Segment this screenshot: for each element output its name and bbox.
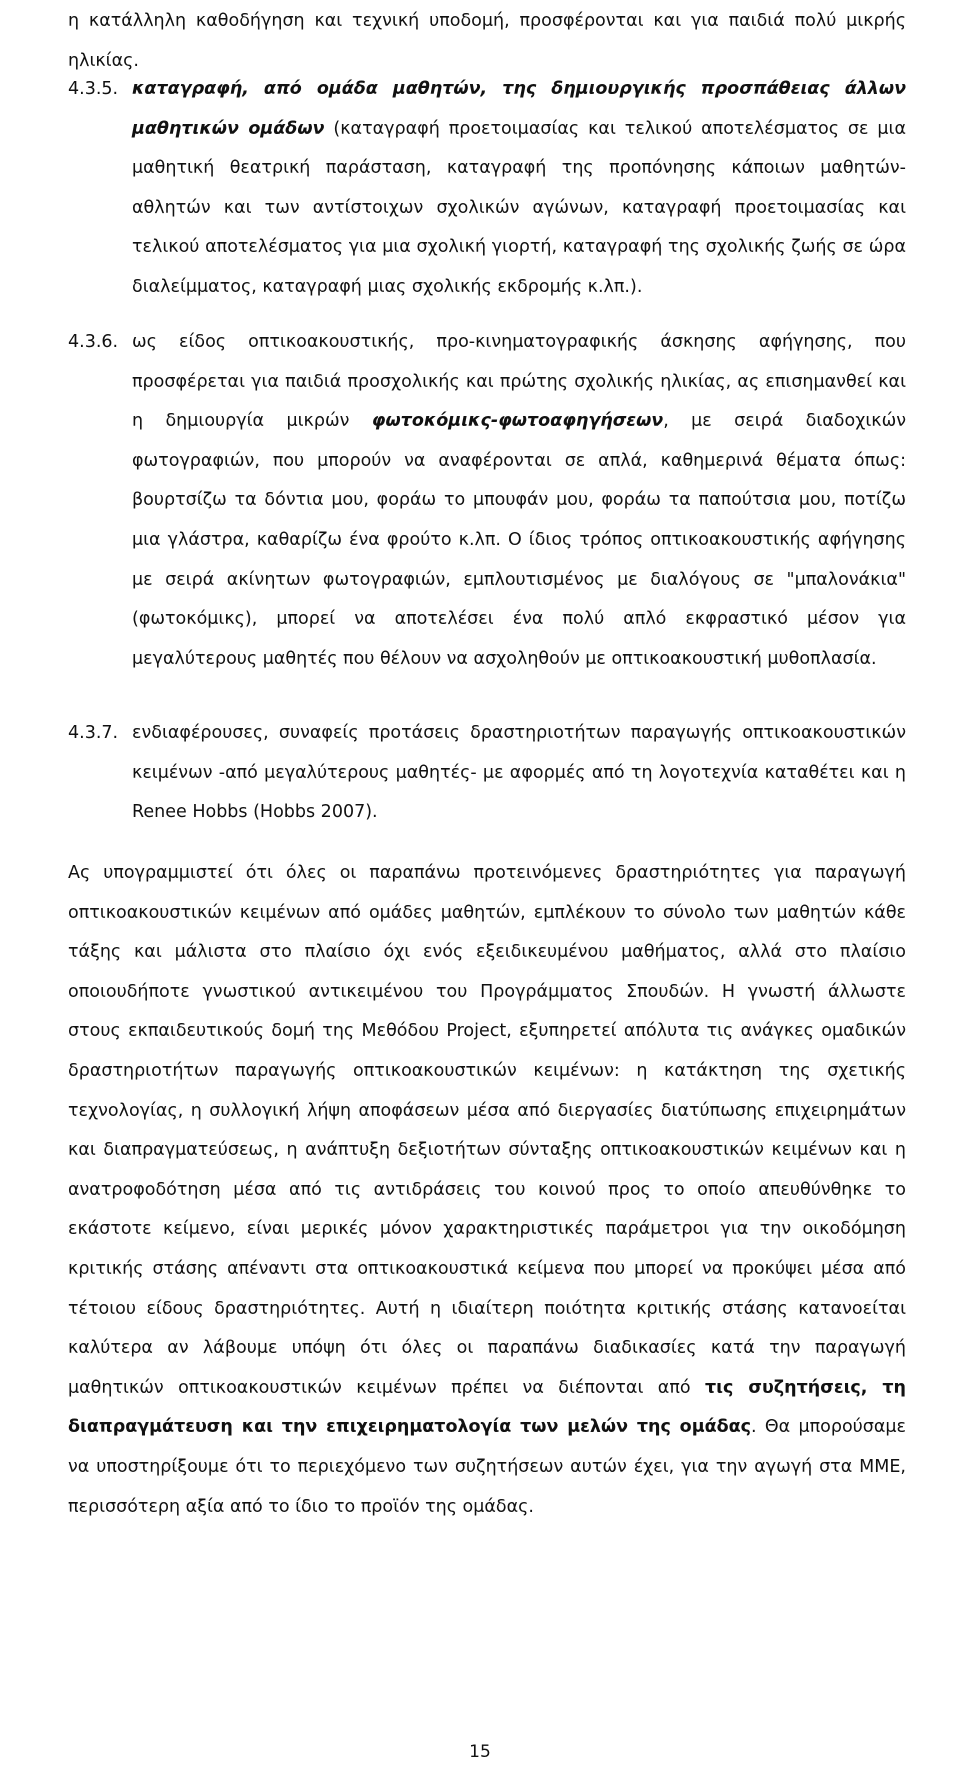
item-number: 4.3.5.: [68, 79, 119, 99]
item-text: ενδιαφέρουσες, συναφείς προτάσεις δραστηριοτήτων παραγωγής οπτικοακουστικών κειμένων -από μεγαλύτερους μαθητές- με αφορμές από τη λογοτεχνία καταθέτει και η Renee Hobbs (Hobbs 2007).: [132, 723, 906, 823]
item-number: 4.3.6.: [68, 332, 119, 352]
list-item-4-3-6: [68, 323, 906, 679]
item-text: [132, 70, 906, 308]
main-paragraph: [68, 854, 906, 1527]
item-body-start: ως είδος οπτικοακουστικής, προ-κινηματογραφικής άσκησης αφήγησης, που προσφέρεται για παιδιά προσχολικής και πρώτης σχολικής ηλικίας, ας επισημανθεί και η δημιουργία μικρών: [132, 332, 906, 432]
continuation-text: η κατάλληλη καθοδήγηση και τεχνική υποδομή, προσφέρονται και για παιδιά πολύ μικρής ηλικίας.: [68, 11, 906, 71]
item-emphasis: φωτοκόμικς-φωτοαφηγήσεων: [371, 411, 664, 432]
item-text: [132, 323, 906, 679]
list-item-4-3-5: [68, 70, 906, 308]
item-number: 4.3.7.: [68, 723, 119, 743]
item-body-end: , με σειρά διαδοχικών φωτογραφιών, που μπορούν να αναφέρονται σε απλά, καθημερινά θέματα όπως: βουρτσίζω τα δόντια μου, φοράω το μπουφάν μου, φοράω τα παπούτσια μου, ποτίζω μια γλάστρα, καθαρίζω ένα φρούτο κ.λπ. Ο ίδιος τρόπος οπτικοακουστικής αφήγησης με σειρά ακίνητων φωτογραφιών, εμπλουτισμένος με διαλόγους σε "μπαλονάκια" (φωτοκόμικς), μπορεί να αποτελέσει ένα πολύ απλό εκφραστικό μέσον για μεγαλύτερους μαθητές που θέλουν να ασχοληθούν με οπτικοακουστική μυθοπλασία.: [132, 411, 906, 669]
paragraph-body-start: Ας υπογραμμιστεί ότι όλες οι παραπάνω προτεινόμενες δραστηριότητες για παραγωγή οπτικοακουστικών κειμένων από ομάδες μαθητών, εμπλέκουν το σύνολο των μαθητών κάθε τάξης και μάλιστα στο πλαίσιο όχι ενός εξειδικευμένου μαθήματος, αλλά στο πλαίσιο οποιουδήποτε γνωστικού αντικειμένου του Προγράμματος Σπουδών. Η γνωστή άλλωστε στους εκπαιδευτικούς δομή της Μεθόδου Project, εξυπηρετεί απόλυτα τις ανάγκες ομαδικών δραστηριοτήτων παραγωγής οπτικοακουστικών κειμένων: η κατάκτηση της σχετικής τεχνολογίας, η συλλογική λήψη αποφάσεων μέσα από διεργασίες διατύπωσης επιχειρημάτων και διαπραγματεύσεως, η ανάπτυξη δεξιοτήτων σύνταξης οπτικοακουστικών κειμένων και η ανατροφοδότηση μέσα από τις αντιδράσεις του κοινού προς το οποίο απευθύνθηκε το εκάστοτε κείμενο, είναι μερικές μόνον χαρακτηριστικές παράμετροι για την οικοδόμηση κριτικής στάσης απέναντι στα οπτικοακουστικά κείμενα που μπορεί να προκύψει μέσα από τέτοιου είδους δραστηριότητες. Αυτή η ιδιαίτερη ποιότητα κριτικής στάσης κατανοείται καλύτερα αν λάβουμε υπόψη ότι όλες οι παραπάνω διαδικασίες κατά την παραγωγή μαθητικών οπτικοακουστικών κειμένων πρέπει να διέπονται από: [68, 863, 906, 1398]
item-body: (καταγραφή προετοιμασίας και τελικού αποτελέσματος σε μια μαθητική θεατρική παράσταση, καταγραφή της προπόνησης κάποιων μαθητών-αθλητών και των αντίστοιχων σχολικών αγώνων, καταγραφή προετοιμασίας και τελικού αποτελέσματος για μια σχολική γιορτή, καταγραφή της σχολικής ζωής σε ώρα διαλείμματος, καταγραφή μιας σχολικής εκδρομής κ.λπ.).: [132, 118, 906, 297]
paragraph-body-end: . Θα μπορούσαμε να υποστηρίξουμε ότι το περιεχόμενο των συζητήσεων αυτών έχει, για την αγωγή στα ΜΜΕ, περισσότερη αξία από το ίδιο το προϊόν της ομάδας.: [68, 1417, 906, 1517]
page-number: 15: [469, 1742, 491, 1762]
item-lead-emphasis: καταγραφή, από ομάδα μαθητών, της δημιουργικής προσπάθειας άλλων μαθητικών ομάδων: [132, 79, 906, 139]
paragraph-bold-phrase: τις συζητήσεις, τη διαπραγμάτευση και την επιχειρηματολογία των μελών της ομάδας: [68, 1377, 906, 1438]
list-item-4-3-7: [68, 714, 906, 833]
